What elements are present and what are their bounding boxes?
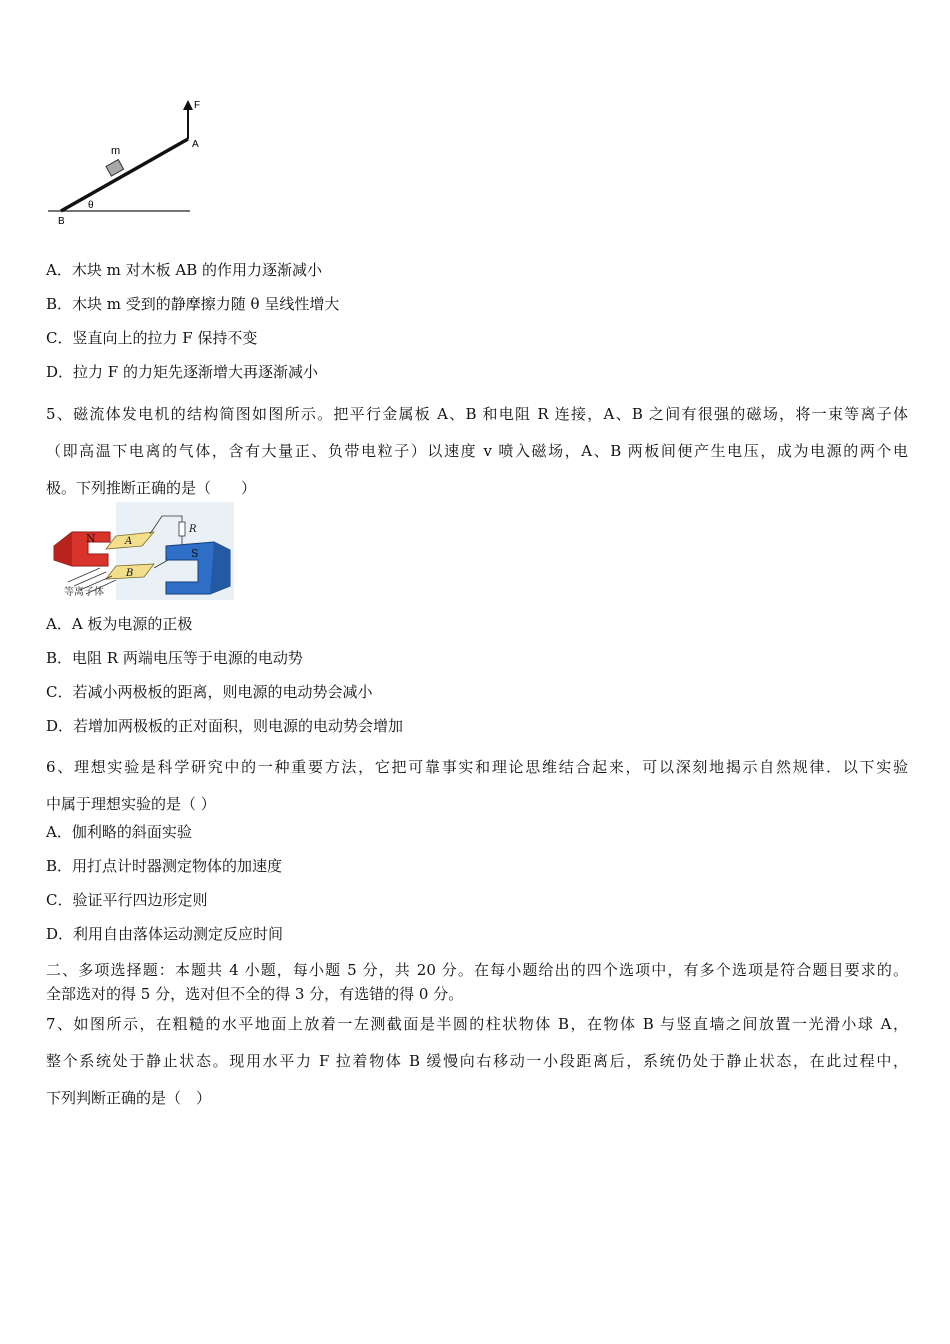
label-r: R (189, 524, 197, 535)
force-f-arrowhead (183, 100, 193, 110)
q6-option-d: D．利用自由落体运动测定反应时间 (46, 925, 284, 943)
q6-option-a: A．伽利略的斜面实验 (46, 823, 192, 841)
plasma-caption: 等离子体 (64, 587, 104, 598)
q5-option-d: D．若增加两极板的正对面积，则电源的电动势会增加 (46, 717, 404, 735)
label-plate-b: B (126, 568, 134, 579)
q6-stem-line-1: 6、理想实验是科学研究中的一种重要方法，它把可靠事实和理论思维结合起来，可以深刻地揭示自然规律．以下实验 (46, 758, 908, 776)
label-a: A (192, 139, 199, 150)
board-ab (61, 139, 188, 211)
q5-stem-line-1: 5、磁流体发电机的结构简图如图所示。把平行金属板 A、B 和电阻 R 连接，A、B 之间有很强的磁场，将一束等离子体 (46, 405, 908, 423)
q4-option-d: D．拉力 F 的力矩先逐渐增大再逐渐减小 (46, 363, 318, 381)
block-m (106, 160, 124, 176)
label-f: F (194, 100, 201, 111)
q7-stem-line-1: 7、如图所示，在粗糙的水平地面上放着一左测截面是半圆的柱状物体 B，在物体 B 与竖直墙之间放置一光滑小球 A， (46, 1015, 908, 1033)
q5-option-a: A．A 板为电源的正极 (46, 615, 193, 633)
q5-stem (46, 396, 908, 507)
section2-line-2: 全部选对的得 5 分，选对但不全的得 3 分，有选错的得 0 分。 (46, 985, 464, 1003)
q5-stem-line-3: 极。下列推断正确的是（ ） (46, 479, 257, 497)
section2-line-1: 二、多项选择题：本题共 4 小题，每小题 5 分，共 20 分。在每小题给出的四个选项中，有多个选项是符合题目要求的。 (46, 961, 908, 979)
q5-stem-line-2: （即高温下电离的气体，含有大量正、负带电粒子）以速度 v 喷入磁场，A、B 两板间便产生电压，成为电源的两个电 (46, 442, 908, 460)
q4-option-a: A．木块 m 对木板 AB 的作用力逐渐减小 (46, 261, 322, 279)
q6-stem-line-2: 中属于理想实验的是（ ） (46, 795, 216, 813)
label-theta: θ (88, 200, 94, 211)
label-s: S (191, 547, 199, 560)
q7-stem-line-3: 下列判断正确的是（ ） (46, 1089, 212, 1107)
label-b: B (58, 216, 65, 227)
q4-option-b: B．木块 m 受到的静摩擦力随 θ 呈线性增大 (46, 295, 340, 313)
q4-option-c: C．竖直向上的拉力 F 保持不变 (46, 329, 258, 347)
q5-option-b: B．电阻 R 两端电压等于电源的电动势 (46, 649, 303, 667)
q5-option-c: C．若减小两极板的距离，则电源的电动势会减小 (46, 683, 373, 701)
mhd-generator-figure (50, 502, 234, 600)
label-m: m (111, 145, 121, 157)
resistor-r (179, 522, 185, 536)
label-plate-a: A (125, 536, 133, 547)
label-n: N (86, 532, 96, 545)
q6-option-b: B．用打点计时器测定物体的加速度 (46, 857, 283, 875)
q6-stem (46, 749, 908, 823)
q6-option-c: C．验证平行四边形定则 (46, 891, 208, 909)
q7-stem (46, 1006, 908, 1117)
section2-heading (46, 958, 908, 1006)
q7-stem-line-2: 整个系统处于静止状态。现用水平力 F 拉着物体 B 缓慢向右移动一小段距离后，系统仍处于静止状态，在此过程中， (46, 1052, 908, 1070)
inclined-board-figure (44, 96, 204, 228)
